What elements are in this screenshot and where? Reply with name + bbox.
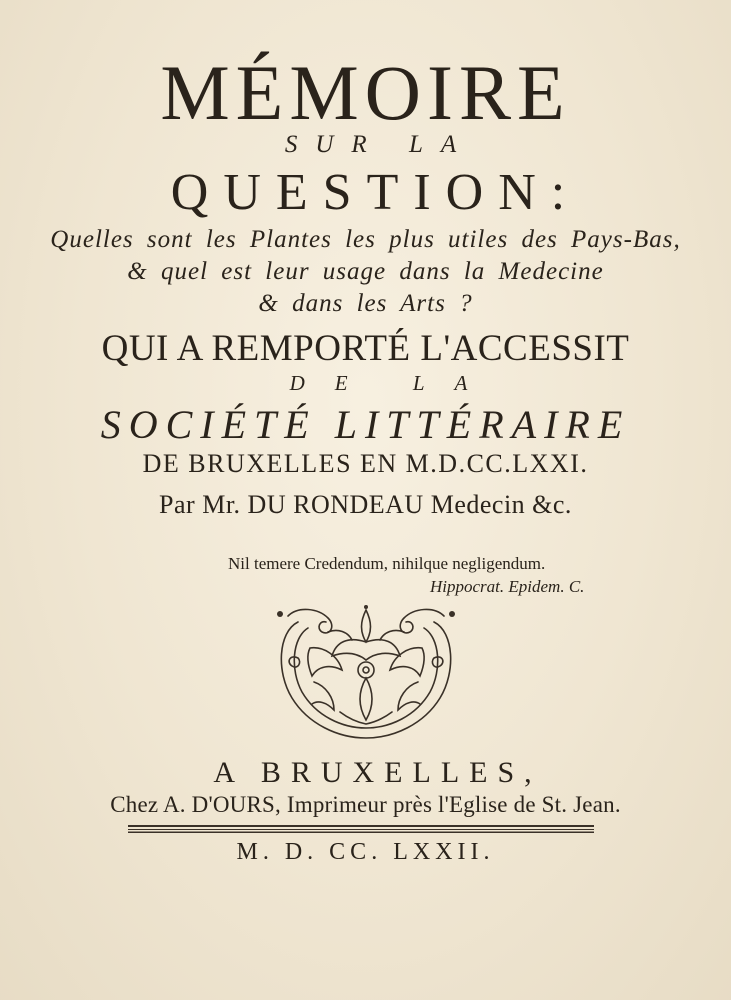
subtitle-sur-la: SUR LA <box>284 131 475 158</box>
epigraph-quote: Nil temere Credendum, nihilque negligendum. <box>228 554 546 573</box>
award-line-1: QUI A REMPORTÉ L'ACCESSIT <box>101 328 630 369</box>
imprint-printer: Chez A. D'OURS, Imprimeur près l'Eglise de St. Jean. <box>110 792 621 817</box>
subtitle-question: QUESTION: <box>170 164 581 221</box>
question-line-3: & dans les Arts ? <box>258 290 473 317</box>
page-title: MÉMOIRE <box>160 49 571 136</box>
author-line: Par Mr. DU RONDEAU Medecin &c. <box>159 490 572 519</box>
floral-vignette-icon <box>268 602 464 742</box>
award-line-2: DE LA <box>289 371 498 395</box>
epigraph-attribution: Hippocrat. Epidem. C. <box>430 577 585 596</box>
question-line-2: & quel est leur usage dans la Medecine <box>127 258 604 285</box>
society-name: SOCIÉTÉ LITTÉRAIRE <box>100 402 631 447</box>
decorative-rule <box>128 824 594 834</box>
publication-year: M. D. CC. LXXII. <box>236 839 495 865</box>
imprint-city: A BRUXELLES, <box>213 756 542 789</box>
question-line-1: Quelles sont les Plantes les plus utiles des Pays-Bas, <box>50 226 681 253</box>
award-line-4: DE BRUXELLES EN M.D.CC.LXXI. <box>142 449 589 478</box>
